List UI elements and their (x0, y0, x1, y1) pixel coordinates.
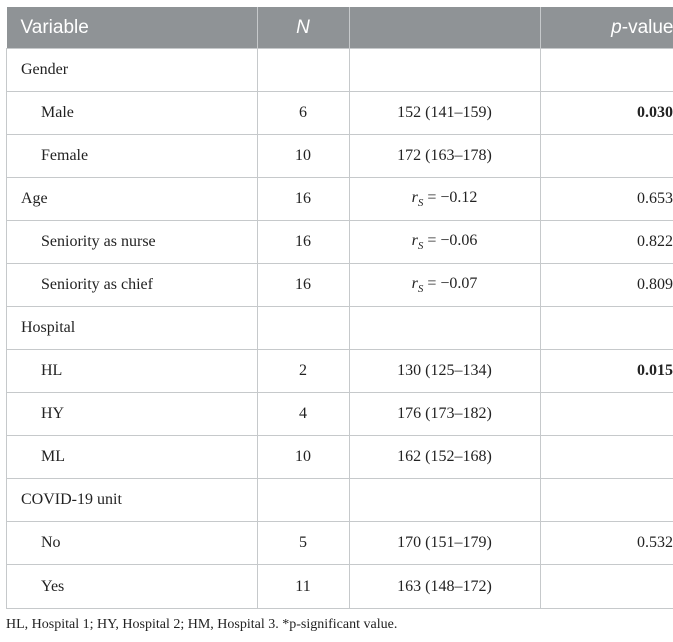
table-group-row (7, 479, 673, 522)
cell-variable: Male (7, 92, 258, 135)
cell-p-value (540, 307, 673, 350)
cell-p-value: 0.809 (540, 264, 673, 307)
cell-p-value (540, 565, 673, 609)
rs-subscript: S (417, 197, 424, 210)
cell-n: 11 (257, 565, 349, 609)
cell-n: 6 (257, 92, 349, 135)
table-row (7, 436, 673, 479)
cell-variable: Age (7, 178, 258, 221)
table-row (7, 92, 673, 135)
table-row (7, 393, 673, 436)
cell-median (349, 178, 540, 221)
header-n: N (257, 7, 349, 49)
cell-n (257, 49, 349, 92)
cell-n (257, 479, 349, 522)
cell-variable: Hospital (7, 307, 258, 350)
rs-subscript: S (417, 240, 424, 253)
table-group-row (7, 307, 673, 350)
table-footnote: HL, Hospital 1; HY, Hospital 2; HM, Hospital 3. *p-significant value. (6, 617, 398, 632)
cell-variable: Seniority as chief (7, 264, 258, 307)
cell-variable: HY (7, 393, 258, 436)
table-group-row (7, 49, 673, 92)
spearman-rs-symbol (411, 274, 424, 296)
cell-p-value: 0.030 (540, 92, 673, 135)
cell-p-value (540, 479, 673, 522)
table-row (7, 565, 673, 609)
cell-median: 130 (125–134) (349, 350, 540, 393)
cell-n: 10 (257, 436, 349, 479)
cell-p-value: 0.532 (540, 522, 673, 565)
cell-median (349, 307, 540, 350)
table-header-row (7, 7, 673, 49)
cell-n: 10 (257, 135, 349, 178)
header-median (349, 7, 540, 49)
rs-value: = −0.12 (427, 188, 478, 206)
cell-n: 4 (257, 393, 349, 436)
cell-n: 16 (257, 178, 349, 221)
rs-value: = −0.06 (427, 231, 478, 249)
cell-variable: HL (7, 350, 258, 393)
cell-median: 176 (173–182) (349, 393, 540, 436)
cell-variable: Female (7, 135, 258, 178)
cell-variable: No (7, 522, 258, 565)
table-body (7, 49, 673, 609)
cell-median: 170 (151–179) (349, 522, 540, 565)
cell-variable: Gender (7, 49, 258, 92)
cell-variable: ML (7, 436, 258, 479)
header-p-symbol: p (611, 16, 622, 38)
table-row (7, 135, 673, 178)
cell-n: 2 (257, 350, 349, 393)
results-table (6, 7, 673, 609)
table-row (7, 221, 673, 264)
cell-median: 152 (141–159) (349, 92, 540, 135)
table-row (7, 522, 673, 565)
cell-variable: COVID-19 unit (7, 479, 258, 522)
cell-median (349, 479, 540, 522)
cell-p-value (540, 49, 673, 92)
cell-n: 16 (257, 264, 349, 307)
header-variable: Variable (7, 7, 258, 49)
spearman-rs-symbol (411, 188, 424, 210)
rs-subscript: S (417, 283, 424, 296)
cell-p-value: 0.653 (540, 178, 673, 221)
cell-variable: Yes (7, 565, 258, 609)
spearman-rs-symbol (411, 231, 424, 253)
cell-p-value (540, 135, 673, 178)
cell-p-value (540, 436, 673, 479)
cell-median: 172 (163–178) (349, 135, 540, 178)
header-p-value (540, 7, 673, 49)
rs-letter: r (411, 188, 418, 206)
cell-n (257, 307, 349, 350)
cell-p-value: 0.822 (540, 221, 673, 264)
cell-n: 5 (257, 522, 349, 565)
cell-median (349, 264, 540, 307)
table-row (7, 264, 673, 307)
cell-n: 16 (257, 221, 349, 264)
table-group-row (7, 178, 673, 221)
rs-letter: r (411, 274, 418, 292)
cell-median: 163 (148–172) (349, 565, 540, 609)
table-row (7, 350, 673, 393)
rs-letter: r (411, 231, 418, 249)
cell-p-value (540, 393, 673, 436)
rs-value: = −0.07 (427, 274, 478, 292)
cell-median (349, 221, 540, 264)
cell-p-value: 0.015 (540, 350, 673, 393)
header-p-suffix: -value (621, 16, 673, 38)
cell-median (349, 49, 540, 92)
cell-median: 162 (152–168) (349, 436, 540, 479)
cell-variable: Seniority as nurse (7, 221, 258, 264)
